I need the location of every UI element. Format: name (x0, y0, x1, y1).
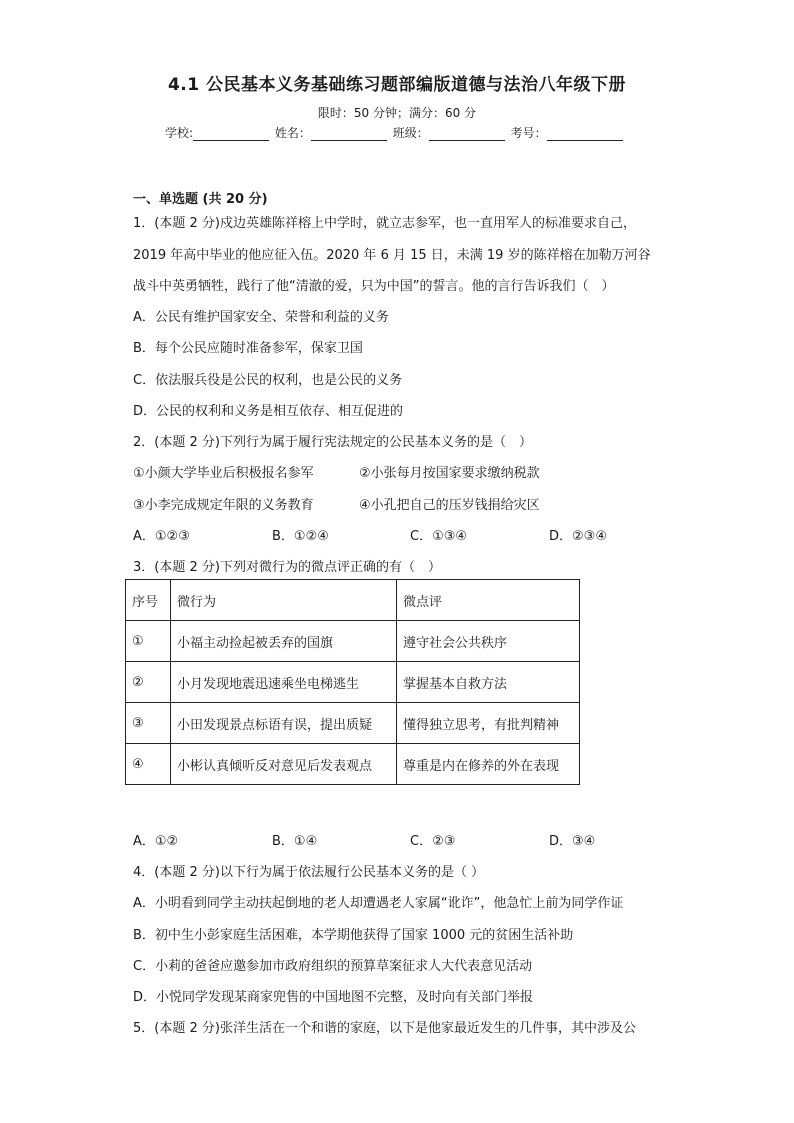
q3-stem: 3．(本题 2 分)下列对微行为的微点评正确的有（ ） (133, 560, 441, 575)
table-cell: 遵守社会公共秩序 (397, 621, 580, 662)
q4-option-d[interactable]: D．小悦同学发现某商家兜售的中国地图不完整，及时向有关部门举报 (133, 990, 534, 1005)
q2-option-c[interactable]: C．①③④ (410, 529, 468, 544)
name-blank[interactable] (311, 128, 387, 141)
q4-option-a[interactable]: A．小明看到同学主动扶起倒地的老人却遭遇老人家属“讹诈”，他急忙上前为同学作证 (133, 896, 624, 911)
table-cell: 小田发现景点标语有误，提出质疑 (171, 703, 397, 744)
q2-item: ④小孔把自己的压岁钱捐给灾区 (359, 498, 540, 513)
q3-option-b[interactable]: B．①④ (272, 834, 318, 849)
table-cell: 小福主动捡起被丢弃的国旗 (171, 621, 397, 662)
table-row (126, 621, 580, 662)
page-title: 4.1 公民基本义务基础练习题部编版道德与法治八年级下册 (167, 75, 627, 95)
table-header: 微行为 (171, 580, 397, 621)
name-label: 姓名： (274, 126, 311, 140)
q1-stem-line: 2019 年高中毕业的他应征入伍。2020 年 6 月 15 日，未满 19 岁的陈祥榕在加勒万河谷 (133, 248, 651, 263)
table-header: 序号 (126, 580, 171, 621)
table-cell: 小月发现地震迅速乘坐电梯逃生 (171, 662, 397, 703)
table-row (126, 744, 580, 785)
school-label: 学校: (165, 126, 194, 140)
q2-stem: 2．(本题 2 分)下列行为属于履行宪法规定的公民基本义务的是（ ） (133, 435, 532, 450)
table-cell: ② (126, 662, 171, 703)
exam-number-blank[interactable] (547, 128, 623, 141)
q2-option-b[interactable]: B．①②④ (272, 529, 329, 544)
table-cell: ③ (126, 703, 171, 744)
q4-option-c[interactable]: C．小莉的爸爸应邀参加市政府组织的预算草案征求人大代表意见活动 (133, 959, 533, 974)
table-cell: 懂得独立思考，有批判精神 (397, 703, 580, 744)
q5-stem: 5．(本题 2 分)张洋生活在一个和谐的家庭，以下是他家最近发生的几件事，其中涉及公 (133, 1021, 636, 1036)
q2-item: ①小颜大学毕业后积极报名参军 (133, 466, 314, 481)
q4-stem: 4．(本题 2 分)以下行为属于依法履行公民基本义务的是（ ） (133, 865, 485, 880)
exam-subtitle: 限时：50 分钟；满分：60 分 (317, 106, 477, 120)
exam-number-label: 考号： (510, 126, 547, 140)
q3-option-c[interactable]: C．②③ (410, 834, 456, 849)
table-cell: ④ (126, 744, 171, 785)
table-cell: 小彬认真倾听反对意见后发表观点 (171, 744, 397, 785)
student-info-row (165, 124, 625, 141)
q2-item: ②小张每月按国家要求缴纳税款 (359, 466, 540, 481)
q2-option-a[interactable]: A．①②③ (133, 529, 190, 544)
class-blank[interactable] (429, 128, 505, 141)
q1-option-c[interactable]: C．依法服兵役是公民的权利，也是公民的义务 (133, 373, 403, 388)
table-row (126, 703, 580, 744)
section-heading: 一、单选题 (共 20 分) (133, 192, 268, 207)
table-row (126, 662, 580, 703)
table-cell: 掌握基本自救方法 (397, 662, 580, 703)
micro-behavior-table (125, 579, 580, 785)
q1-stem-line: 战斗中英勇牺牲，践行了他“清澈的爱，只为中国”的誓言。他的言行告诉我们（ ） (133, 279, 615, 294)
school-blank[interactable] (193, 128, 269, 141)
q1-option-a[interactable]: A．公民有维护国家安全、荣誉和利益的义务 (133, 310, 389, 325)
table-header: 微点评 (397, 580, 580, 621)
q3-option-a[interactable]: A．①② (133, 834, 179, 849)
table-header-row (126, 580, 580, 621)
q1-stem-line: 1．(本题 2 分)戍边英雄陈祥榕上中学时，就立志参军，也一直用军人的标准要求自己， (133, 216, 636, 231)
q2-option-d[interactable]: D．②③④ (549, 529, 607, 544)
q3-option-d[interactable]: D．③④ (549, 834, 596, 849)
q2-item: ③小李完成规定年限的义务教育 (133, 498, 314, 513)
q1-option-d[interactable]: D．公民的权利和义务是相互依存、相互促进的 (133, 404, 404, 419)
q1-option-b[interactable]: B．每个公民应随时准备参军，保家卫国 (133, 341, 363, 356)
class-label: 班级： (392, 126, 429, 140)
table-cell: ① (126, 621, 171, 662)
q4-option-b[interactable]: B．初中生小彭家庭生活困难，本学期他获得了国家 1000 元的贫困生活补助 (133, 928, 574, 943)
table-cell: 尊重是内在修养的外在表现 (397, 744, 580, 785)
